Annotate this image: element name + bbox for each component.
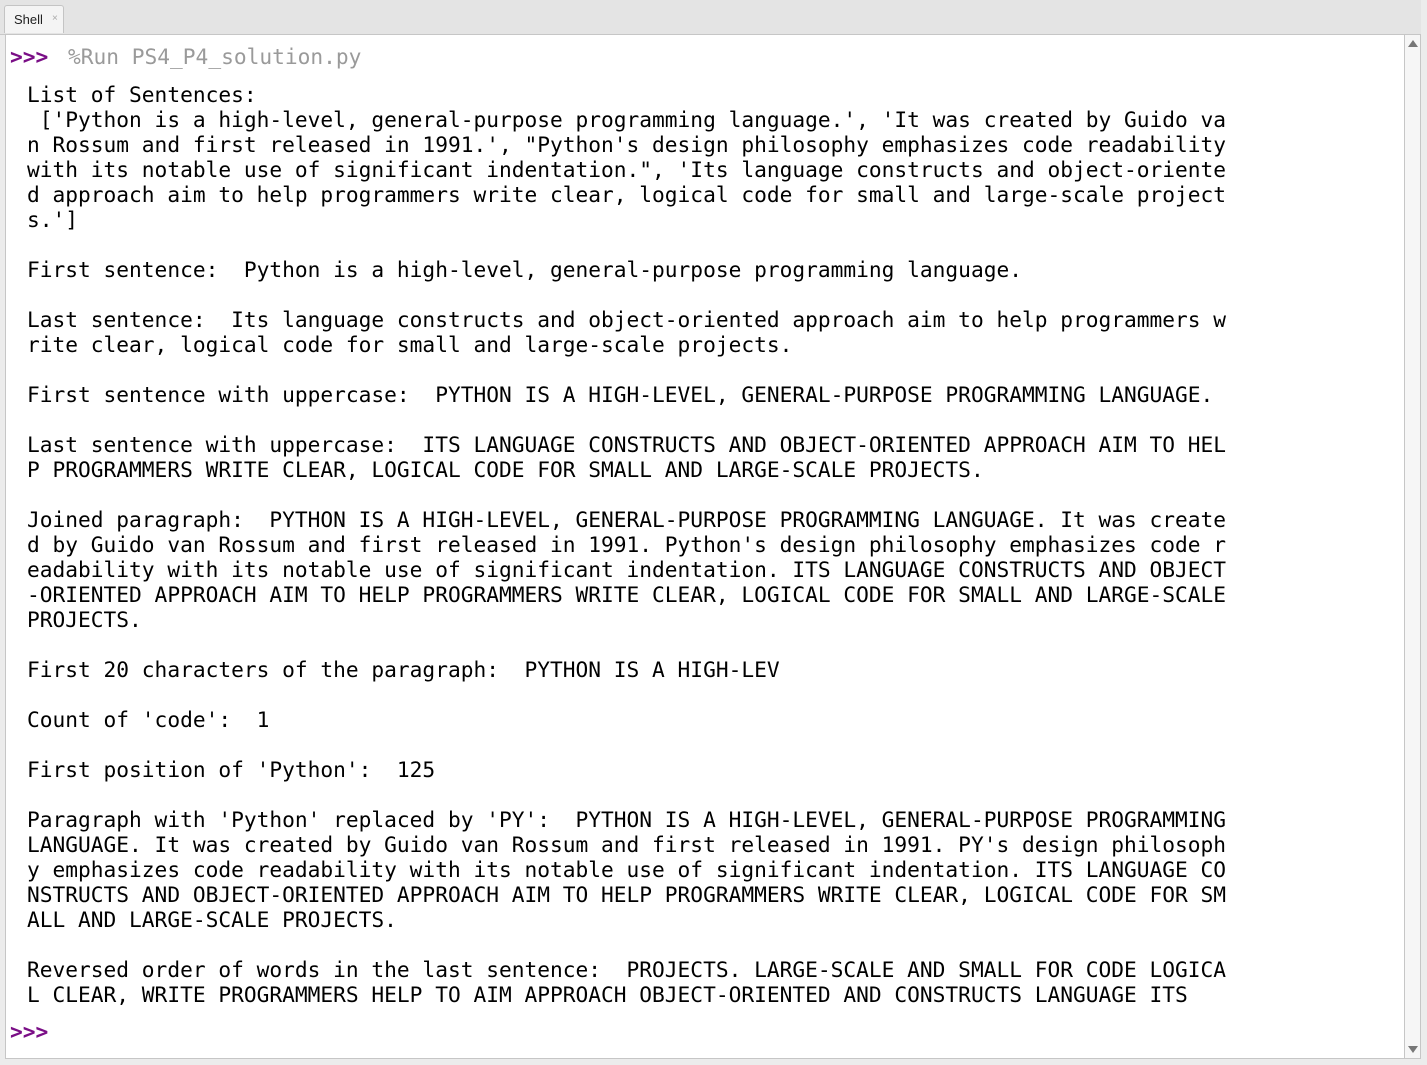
output-line: PROJECTS. [27, 607, 142, 632]
output-line: d by Guido van Rossum and first released in 1991. Python's design philosophy emphasizes code r [27, 532, 1227, 557]
window-edge [1421, 0, 1427, 1065]
output-line: List of Sentences: [27, 82, 257, 107]
output-line: d approach aim to help programmers write clear, logical code for small and large-scale project [27, 182, 1227, 207]
output-line: n Rossum and first released in 1991.', "Python's design philosophy emphasizes code readability [27, 132, 1227, 157]
output-line: Last sentence: Its language constructs and object-oriented approach aim to help programmers w [27, 307, 1227, 332]
shell-prompt: >>> [10, 44, 49, 69]
shell-prompt-input[interactable]: >>> [10, 1019, 49, 1044]
output-line: ALL AND LARGE-SCALE PROJECTS. [27, 907, 397, 932]
output-line: LANGUAGE. It was created by Guido van Rossum and first released in 1991. PY's design philosoph [27, 832, 1227, 857]
output-line: First position of 'Python': 125 [27, 757, 436, 782]
output-line: Paragraph with 'Python' replaced by 'PY': PYTHON IS A HIGH-LEVEL, GENERAL-PURPOSE PROGRAMMING [27, 807, 1227, 832]
vertical-scrollbar[interactable] [1404, 34, 1421, 1059]
output-line: rite clear, logical code for small and large-scale projects. [27, 332, 793, 357]
shell-console[interactable] [5, 34, 1404, 1059]
scroll-up-arrow-icon[interactable] [1408, 40, 1418, 47]
tab-bar [0, 0, 1427, 35]
output-line: L CLEAR, WRITE PROGRAMMERS HELP TO AIM APPROACH OBJECT-ORIENTED AND CONSTRUCTS LANGUAGE ITS [27, 982, 1188, 1007]
output-line: P PROGRAMMERS WRITE CLEAR, LOGICAL CODE FOR SMALL AND LARGE-SCALE PROJECTS. [27, 457, 984, 482]
output-line: with its notable use of significant indentation.", 'Its language constructs and object-oriente [27, 157, 1227, 182]
output-line: First 20 characters of the paragraph: PYTHON IS A HIGH-LEV [27, 657, 780, 682]
scroll-down-arrow-icon[interactable] [1408, 1046, 1418, 1053]
output-line: Joined paragraph: PYTHON IS A HIGH-LEVEL, GENERAL-PURPOSE PROGRAMMING LANGUAGE. It was create [27, 507, 1227, 532]
tab-shell[interactable] [4, 5, 64, 33]
output-line: ['Python is a high-level, general-purpose programming language.', 'It was created by Guido va [27, 107, 1227, 132]
output-line: First sentence: Python is a high-level, general-purpose programming language. [27, 257, 1022, 282]
tab-shell-label: Shell [14, 12, 43, 27]
output-line: First sentence with uppercase: PYTHON IS A HIGH-LEVEL, GENERAL-PURPOSE PROGRAMMING LANGUAGE. [27, 382, 1214, 407]
output-line: y emphasizes code readability with its notable use of significant indentation. ITS LANGUAGE CO [27, 857, 1227, 882]
output-line: Count of 'code': 1 [27, 707, 270, 732]
output-line: NSTRUCTS AND OBJECT-ORIENTED APPROACH AIM TO HELP PROGRAMMERS WRITE CLEAR, LOGICAL CODE FOR SM [27, 882, 1227, 907]
output-line: s.'] [27, 207, 79, 232]
output-line: Reversed order of words in the last sentence: PROJECTS. LARGE-SCALE AND SMALL FOR CODE LOGICA [27, 957, 1227, 982]
output-line: eadability with its notable use of significant indentation. ITS LANGUAGE CONSTRUCTS AND OBJECT [27, 557, 1227, 582]
output-line: Last sentence with uppercase: ITS LANGUAGE CONSTRUCTS AND OBJECT-ORIENTED APPROACH AIM TO HEL [27, 432, 1227, 457]
output-line: -ORIENTED APPROACH AIM TO HELP PROGRAMMERS WRITE CLEAR, LOGICAL CODE FOR SMALL AND LARGE-SCALE [27, 582, 1227, 607]
run-command: %Run PS4_P4_solution.py [68, 44, 362, 69]
close-icon[interactable]: × [52, 13, 58, 24]
